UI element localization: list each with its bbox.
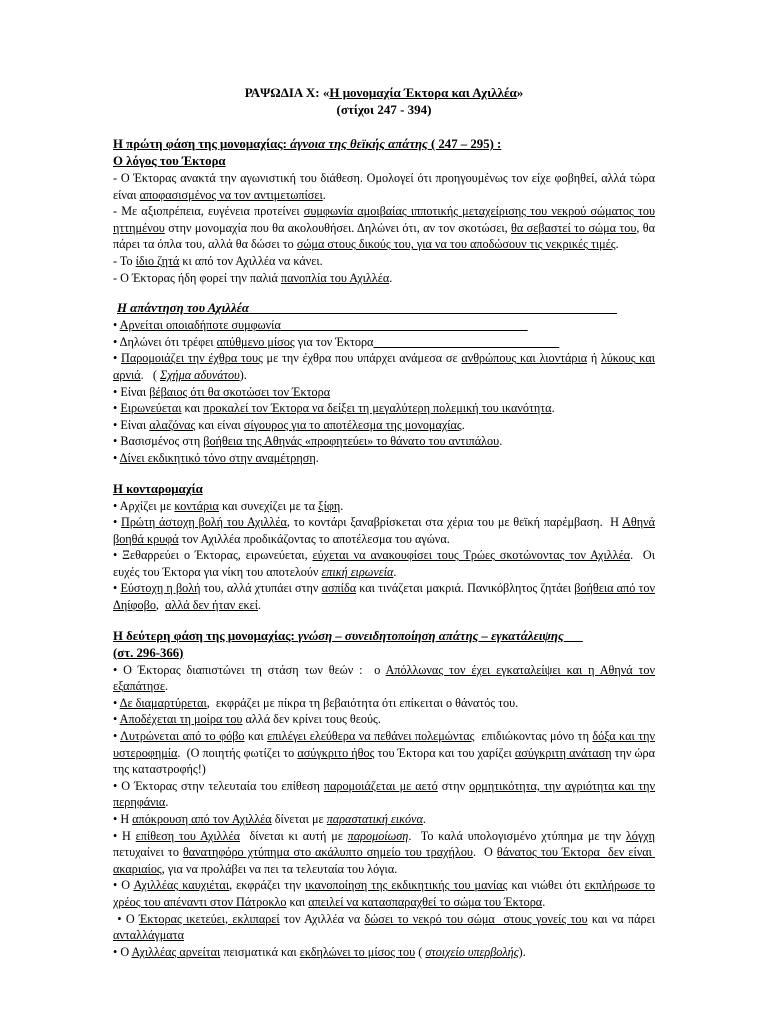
section4-heading (113, 628, 655, 645)
section4-item-5: • Ο Έκτορας στην τελευταία του επίθεση παρομοιάζεται με αετό στην ορμητικότητα, την αγριότητα και την περηφάνια. (113, 778, 655, 810)
spacer (113, 286, 655, 300)
title-prefix: ΡΑΨΩΔΙΑ Χ: « (244, 85, 330, 100)
section1-line-3: - Το ίδιο ζητά κι από τον Αχιλλέα να κάνει. (113, 253, 323, 268)
section2-item-8: • Δίνει εκδικητικό τόνο στην αναμέτρηση. (113, 450, 319, 465)
section2-item-5: • Ειρωνεύεται και προκαλεί τον Έκτορα να δείξει τη μεγαλύτερη πολεμική του ικανότητα. (113, 401, 555, 416)
title-underlined: Η μονομαχία Έκτορα και Αχιλλέα (329, 85, 517, 100)
section2-item-3: • Παρομοιάζει την έχθρα τους με την έχθρα που υπάρχει ανάμεσα σε ανθρώπους και λιοντάρια ή λύκους και αρνιά. ( Σχήμα αδυνάτου). (113, 351, 655, 382)
section4-item-1: • Ο Έκτορας διαπιστώνει τη στάση των θεών : ο Απόλλωνας τον έχει εγκαταλείψει και η Αθηνά τον εξαπάτησε. (113, 662, 655, 694)
section3-item-4: • Εύστοχη η βολή του, αλλά χτυπάει στην ασπίδα και τινάζεται μακριά. Πανικόβλητος ζητάει βοήθεια από τον Δηίφοβο, αλλά δεν ήταν εκεί. (113, 581, 655, 613)
section1-subheading: Ο λόγος του Έκτορα (113, 154, 226, 168)
section4-item-4: • Λυτρώνεται από το φόβο και επιλέγει ελεύθερα να πεθάνει πολεμώντας επιδιώκοντας μόνο τη δόξα και την υστεροφημία. (Ο ποιητής φωτίζει το ασύγκριτο ήθος του Έκτορα και του χαρίζει ασύγκριτη ανάταση την ώρα της καταστροφής!) (113, 729, 656, 777)
section3-item-2: • Πρώτη άστοχη βολή του Αχιλλέα, το κοντάρι ξαναβρίσκεται στα χέρια του με θεϊκή παρέμβαση. Η Αθηνά βοηθά κρυφά τον Αχιλλέα προδικάζοντας το αποτέλεσμα του αγώνα. (113, 515, 655, 546)
section2-item-6: • Είναι αλαζόνας και είναι σίγουρος για το αποτέλεσμα της μονομαχίας. (113, 417, 465, 432)
title-suffix: » (516, 85, 524, 100)
section2-item-1: • Αρνείται οποιαδήποτε συμφωνία (113, 318, 281, 333)
section4-heading-b: γνώση – συνειδητοποίηση απάτης – εγκατάλειψης (297, 628, 564, 643)
section4-item-10: • Ο Αχιλλέας αρνείται πεισματικά και εκδηλώνει το μίσος του ( στοιχείο υπερβολής). (113, 944, 526, 959)
section4-heading-a: Η δεύτερη φάση της μονομαχίας: (113, 628, 298, 643)
document-title (113, 84, 655, 101)
section4-item-2: • Δε διαμαρτύρεται, εκφράζει με πίκρα τη βεβαιότητα ότι επίκειται ο θάνατός του. (113, 695, 519, 710)
section2-heading: Η απάντηση του Αχιλλέα (117, 301, 249, 316)
section1-heading (113, 136, 655, 153)
section1-line-2: - Με αξιοπρέπεια, ευγένεια προτείνει συμφωνία αμοιβαίας ιπποτικής μεταχείρισης του νεκρού σώματος του ηττημένου στην μονομαχία που θα ακολουθήσει. Δηλώνει ότι, αν τον σκοτώσει, θα σεβαστεί το σώμα του, θα πάρει τα όπλα του, αλλά θα δώσει το σώμα στους δικούς του, για να του αποδώσουν τις νεκρικές τιμές. (113, 204, 656, 252)
section4-item-6: • Η απόκρουση από τον Αχιλλέα δίνεται με παραστατική εικόνα. (113, 812, 426, 826)
section2-item-4: • Είναι βέβαιος ότι θα σκοτώσει τον Έκτορα (113, 384, 331, 399)
section3-heading: Η κονταρομαχία (113, 481, 203, 496)
section3-item-1: • Αρχίζει με κοντάρια και συνεχίζει με τα ξίφη. (113, 498, 344, 513)
document-subtitle: (στίχοι 247 - 394) (336, 102, 432, 117)
section4-item-9: • Ο Έκτορας ικετεύει, εκλιπαρεί τον Αχιλλέα να δώσει το νεκρό του σώμα στους γονείς του και να πάρει ανταλλάγματα (113, 911, 655, 943)
section1-line-4: - Ο Έκτορας ήδη φορεί την παλιά πανοπλία του Αχιλλέα. (113, 270, 393, 285)
section3-item-3: • Ξεθαρρεύει ο Έκτορας, ειρωνεύεται, εύχεται να ανακουφίσει τους Τρώες σκοτώνοντας τον Αχιλλέα. Οι ευχές του Έκτορα για νίκη του αποτελούν επική ειρωνεία. (113, 548, 655, 579)
section1-heading-b: άγνοια της θεϊκής απάτης (290, 137, 428, 151)
document-page (113, 84, 655, 960)
section4-item-7: • Η επίθεση του Αχιλλέα δίνεται κι αυτή με παρομοίωση. Το καλά υπολογισμένο χτύπημα με την λόγχη πετυχαίνει το θανατηφόρο χτύπημα στο ακάλυπτο σημείο του τραχήλου. Ο θάνατος του Έκτορα δεν είναι ακαριαίος, για να προλάβει να πει τα τελευταία του λόγια. (113, 828, 655, 876)
section1-heading-a: Η πρώτη φάση της μονομαχίας: (113, 137, 291, 151)
section1-heading-c: ( 247 – 295) : (427, 137, 502, 151)
section4-item-8: • Ο Αχιλλέας καυχιέται, εκφράζει την ικανοποίηση της εκδικητικής του μανίας και νιώθει ότι εκπλήρωσε το χρέος του απέναντι στον Πάτροκλο και απειλεί να κατασπαραχθεί το σώμα του Έκτορα. (113, 878, 655, 909)
section1-line-1: - Ο Έκτορας ανακτά την αγωνιστική του διάθεση. Ομολογεί ότι προηγουμένως τον είχε φοβηθεί, αλλά τώρα είναι αποφασισμένος να τον αντιμετωπίσει. (113, 171, 655, 202)
section4-item-3: • Αποδέχεται τη μοίρα του αλλά δεν κρίνει τους θεούς. (113, 712, 381, 727)
section4-range: (στ. 296-366) (113, 645, 184, 660)
section2-item-7: • Βασισμένος στη βοήθεια της Αθηνάς «προφητεύει» το θάνατο του αντιπάλου. (113, 434, 503, 449)
section2-item-2: • Δηλώνει ότι τρέφει απύθμενο μίσος για τον Έκτορα (113, 334, 374, 349)
spacer (113, 467, 655, 481)
spacer (113, 614, 655, 628)
